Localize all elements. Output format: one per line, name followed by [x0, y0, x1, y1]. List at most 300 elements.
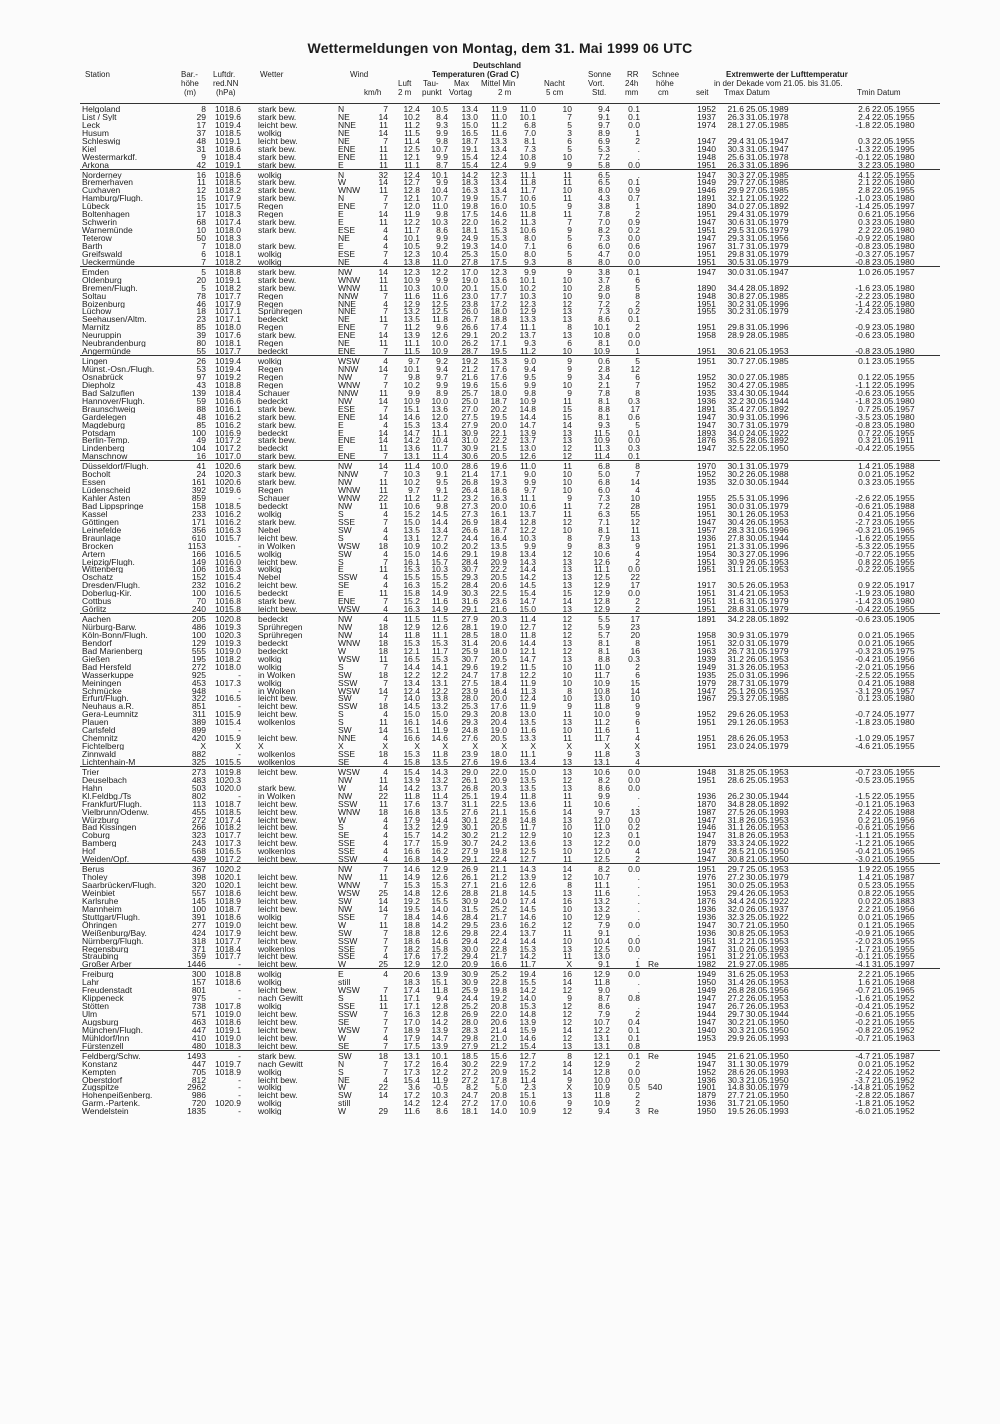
tmin-date: 21.05.1988	[872, 677, 915, 688]
weather: stark bew.	[258, 1051, 297, 1060]
pressure: 1019.4	[215, 119, 241, 130]
tmax-value: 34.8	[727, 798, 744, 809]
station-name: Freudenstadt	[82, 986, 133, 995]
mean-temp: 16.2	[490, 217, 507, 228]
barometer-height: 205	[191, 614, 206, 625]
tmin-header: Tmin Datum	[857, 88, 901, 97]
wind-direction: E	[338, 159, 344, 170]
table-row	[80, 823, 940, 831]
record-since: 1947	[697, 419, 716, 430]
table-row	[80, 1034, 940, 1042]
wind-direction: W	[338, 814, 347, 825]
weather: wolkig	[258, 565, 282, 574]
sunshine: 10.9	[593, 677, 610, 688]
air-temp: 17.9	[403, 814, 420, 825]
tmax-date: 21.05.1950	[746, 1098, 789, 1109]
air-temp: 17.2	[403, 1090, 420, 1101]
tmax-value: 25.6	[727, 151, 744, 162]
record-since: 1946	[697, 822, 716, 833]
tmin-value: -5.3	[855, 540, 870, 551]
rainfall: 0.0	[628, 256, 640, 267]
sunshine: 12.6	[593, 556, 610, 567]
air-temp: 19.5	[403, 903, 420, 914]
tmax-value: 30.0	[727, 880, 744, 890]
min-temp: 11.8	[520, 209, 536, 220]
mean-temp: 18.6	[490, 485, 507, 496]
night-temp: 11	[563, 790, 572, 801]
dew-point: 12.6	[431, 927, 448, 938]
tmax-date: 31.05.1979	[746, 306, 789, 317]
station-name: Diepholz	[82, 380, 116, 389]
air-temp: 11.1	[404, 159, 420, 170]
tmax-date: 31.05.1978	[746, 111, 789, 122]
night-temp: 12	[562, 1016, 572, 1027]
barometer-height: 171	[191, 516, 206, 527]
tmax-date: 27.05.1892	[746, 201, 789, 212]
night-temp: 11	[563, 461, 572, 472]
night-temp: 16	[562, 969, 572, 980]
tmin-value: 0.3	[858, 435, 870, 446]
night-temp: 14	[562, 1066, 572, 1077]
tmin-value: -0.7	[855, 548, 870, 559]
min-temp: 10.6	[519, 225, 536, 236]
weather: Schauer	[258, 388, 290, 397]
max-temp: 27.9	[461, 846, 478, 857]
barometer-height: 11	[197, 177, 206, 188]
weather: wolkenlos	[258, 718, 296, 727]
weather: wolkig	[258, 970, 282, 979]
tmin-value: -0.8	[855, 240, 870, 251]
wind-speed: 14	[378, 330, 388, 341]
station-name: Zinnwald	[82, 750, 117, 758]
min-temp: 13.6	[519, 838, 536, 849]
tmin-value: -4.1	[855, 959, 870, 970]
wind-speed: 14	[378, 111, 388, 122]
pressure: 1020.1	[215, 880, 241, 890]
rainfall: 0.7	[628, 193, 640, 204]
wind-speed: 22	[378, 790, 388, 801]
air-temp: 16.3	[403, 1009, 420, 1019]
tmin-value: -3.5	[855, 411, 870, 422]
rainfall: 0.0	[628, 588, 640, 599]
wind-direction: S	[338, 1066, 344, 1077]
table-row	[80, 718, 940, 726]
tmax-date: 21.05.1950	[746, 919, 789, 930]
pressure: 1016.2	[215, 419, 241, 430]
barometer-height: 322	[191, 693, 206, 704]
dew-point: 11.0	[432, 256, 448, 267]
table-row	[80, 389, 940, 397]
weather: bedeckt	[258, 428, 288, 437]
sunshine: 7.3	[598, 306, 610, 317]
tmin-value: -0.3	[855, 645, 870, 656]
m-unit: (m)	[184, 88, 196, 97]
table-row	[80, 726, 940, 734]
wind-direction: S	[338, 661, 344, 672]
wind-speed: 14	[378, 1090, 388, 1101]
max-temp: 28.1	[461, 622, 478, 632]
min-temp: 19.4	[519, 969, 536, 980]
min-temp: 11.4	[520, 1074, 536, 1085]
wind-header: Wind	[350, 70, 369, 79]
tmax-date: 26.05.1993	[746, 1106, 789, 1117]
weather: leicht bew.	[258, 873, 298, 882]
tmin-value: -0.1	[855, 951, 870, 962]
record-since: 1935	[697, 477, 716, 488]
night-temp: 10	[562, 185, 572, 196]
mean-temp: 15.6	[490, 379, 507, 390]
air-temp: 13.6	[403, 443, 420, 454]
tmin-value: -1.8	[855, 119, 870, 130]
air-temp: 15.4	[403, 766, 420, 777]
tmin-date: 21.05.1952	[872, 993, 915, 1004]
table-row	[80, 679, 940, 687]
tmax-value: 29.7	[727, 1009, 744, 1019]
sunshine: 4.3	[598, 193, 610, 204]
wind-direction: S	[338, 556, 344, 567]
wind-speed: 4	[383, 838, 388, 849]
table-row	[80, 1107, 940, 1115]
dew-point: 9.9	[436, 127, 448, 138]
rainfall: 2	[635, 298, 640, 309]
station-name: Oschatz	[82, 573, 114, 582]
record-since: 1951	[697, 588, 716, 599]
max-temp: 20.9	[461, 959, 478, 970]
pressure: 1020.9	[215, 1098, 241, 1109]
dew-point: 12.0	[431, 959, 448, 970]
wind-direction: N	[338, 104, 345, 114]
wind-direction: NW	[338, 477, 353, 488]
rainfall: 2	[635, 604, 640, 615]
pressure: 1016.5	[215, 693, 241, 704]
min-temp: 10.1	[519, 274, 536, 285]
tmin-date: 22.05.1980	[872, 151, 915, 162]
tmin-date: 21.05.1965	[872, 524, 915, 535]
rainfall: .	[637, 1001, 640, 1012]
barometer-height: 5	[201, 282, 206, 293]
barometer-height: 371	[191, 943, 206, 954]
pressure: 1017.2	[215, 435, 241, 446]
record-since: 1951	[697, 951, 716, 962]
wind-direction: S	[338, 709, 344, 720]
night-temp: 10	[562, 677, 572, 688]
wind-speed: 4	[383, 854, 388, 865]
tmin-value: -0.8	[855, 419, 870, 430]
dew-point: 11.8	[432, 985, 448, 996]
weather: leicht bew.	[258, 734, 298, 743]
rainfall: 11	[631, 524, 640, 535]
tmin-date: 21.05.1952	[872, 1058, 915, 1069]
sunshine: 9.1	[598, 927, 610, 938]
night-temp: 9	[567, 540, 572, 551]
station-name: Nürnberg/Flugh.	[82, 936, 144, 945]
tmax-date: 26.05.1953	[746, 830, 789, 841]
min-temp: 15.2	[519, 1066, 536, 1077]
station-name: Öhringen	[82, 920, 117, 929]
tmin-date: 22.05.1955	[872, 669, 915, 680]
max-temp: 31.5	[461, 903, 478, 914]
sunshine: 3.4	[598, 371, 610, 382]
record-since: 1958	[697, 629, 716, 640]
tmin-date: 22.05.1952	[872, 1066, 915, 1077]
dew-point: 15.0	[431, 709, 448, 720]
rainfall: 8	[635, 637, 640, 648]
wind-speed: 14	[378, 209, 388, 220]
rainfall: 0.1	[628, 314, 640, 325]
max-temp: 18.5	[461, 1050, 478, 1061]
record-since: 1951	[697, 774, 716, 785]
barometer-height: 2962	[187, 1082, 206, 1093]
pressure: 1020.3	[215, 629, 241, 640]
barometer-height: 273	[191, 766, 206, 777]
wind-speed: 11	[379, 653, 388, 664]
mean-temp: 22.4	[490, 935, 507, 946]
table-row	[80, 178, 940, 186]
tmax-value: 32.3	[727, 911, 744, 922]
record-since: 1951	[697, 935, 716, 946]
mean-temp: 20.0	[490, 419, 507, 430]
pressure: X	[235, 741, 241, 752]
wind-direction: NE	[338, 314, 350, 325]
wind-speed: 11	[379, 282, 388, 293]
tmax-value: 27.2	[727, 872, 744, 883]
air-temp: 13.4	[403, 677, 420, 688]
wind-direction: still	[338, 977, 351, 988]
tmax-date: 27.05.1996	[746, 548, 789, 559]
air-temp: 10.2	[403, 379, 420, 390]
sunshine: 10.6	[593, 766, 610, 777]
tmax-date: 26.05.1953	[746, 887, 789, 898]
table-row	[80, 1083, 940, 1091]
sunshine: 11.8	[594, 749, 610, 759]
tmin-date: 21.05.1952	[872, 1001, 915, 1012]
wind-direction: W	[338, 177, 347, 188]
pressure: 1018.7	[215, 903, 241, 914]
barometer-height: 129	[191, 637, 206, 648]
sunshine: 12.2	[593, 1024, 610, 1035]
tmin-date: 22.05.1883	[872, 895, 915, 906]
rainfall: 0.1	[628, 111, 640, 122]
min-temp: 12.7	[519, 622, 536, 632]
barometer-height: 53	[196, 364, 206, 374]
station-name: Teterow	[82, 234, 112, 242]
pressure: 1019.0	[215, 919, 241, 930]
station-name: Weißenburg/Bay.	[82, 928, 147, 937]
mean-temp: 20.5	[490, 733, 507, 744]
wind-speed: 11	[379, 919, 388, 930]
station-name: Kahler Asten	[82, 494, 131, 502]
mean-temp: 22.4	[490, 854, 507, 865]
night-temp: 10	[562, 290, 572, 301]
weather: wolkig	[258, 978, 282, 987]
tmin-date: 23.05.1955	[872, 935, 915, 946]
table-row	[80, 897, 940, 905]
night-temp: 12	[562, 774, 572, 785]
station-name: Cuxhaven	[82, 186, 121, 195]
wind-speed: 11	[379, 485, 388, 496]
mean-temp: 22.5	[490, 588, 507, 599]
sunshine: 8.1	[598, 645, 610, 656]
night-temp: 12	[562, 1032, 572, 1043]
mean-temp: 18.4	[490, 516, 507, 527]
max-temp: 29.3	[461, 572, 478, 583]
air-temp: 16.3	[403, 604, 420, 615]
tmin-value: -1.1	[855, 379, 870, 390]
mean-temp: 17.1	[490, 338, 507, 349]
mean-temp: 20.5	[490, 822, 507, 833]
max-temp: 26.2	[461, 338, 478, 349]
min-temp: 8.0	[524, 248, 536, 259]
sunshine: 8.0	[598, 256, 610, 267]
air-temp: 17.6	[403, 951, 420, 962]
air-temp: 11.4	[404, 461, 420, 472]
extremes-header: Extremwerte der Lufttemperatur	[726, 70, 848, 79]
record-since: 1936	[697, 1074, 716, 1085]
night-temp: 10	[562, 524, 572, 535]
air-temp: 17.1	[403, 993, 420, 1004]
mean-temp: 19.5	[490, 411, 507, 422]
dew-point: X	[442, 741, 448, 752]
station-group	[80, 266, 940, 355]
tmin-date: 21.05.1963	[872, 798, 915, 809]
air-temp: 12.9	[403, 298, 420, 309]
tmin-value: -3.7	[855, 1074, 870, 1085]
tmin-value: -0.6	[855, 387, 870, 398]
tmax-value: 29.3	[727, 693, 744, 704]
table-row	[80, 478, 940, 486]
tmin-date: 25.05.1957	[872, 403, 915, 414]
tmin-date: 22.05.1980	[872, 177, 915, 188]
pressure: -	[238, 790, 241, 801]
tmin-date: 22.05.1955	[872, 111, 915, 122]
max-temp: 26.6	[461, 322, 478, 333]
tmin-date: 22.05.1955	[872, 427, 915, 438]
rainfall: .	[637, 887, 640, 898]
wind-speed: 18	[378, 1050, 388, 1061]
tmax-value: 19.5	[727, 1106, 744, 1117]
tmin-value: 2.4	[858, 111, 870, 122]
pressure: 1018.2	[215, 256, 241, 267]
barometer-height: 486	[191, 622, 206, 632]
rainfall: 2	[635, 135, 640, 146]
air-temp: 9.8	[408, 371, 420, 382]
min-temp: 15.4	[519, 588, 536, 599]
min-temp: 13.4	[519, 548, 536, 559]
rainfall: 0.0	[628, 435, 640, 446]
air-temp: 17.9	[403, 1032, 420, 1043]
page-title: Wettermeldungen von Montag, dem 31. Mai 1999 06 UTC	[307, 40, 693, 56]
table-row	[80, 839, 940, 847]
wind-direction: NW	[338, 629, 353, 640]
station-name: Ulm	[82, 1010, 98, 1018]
tmin-value: -1.9	[855, 588, 870, 599]
tmax-date: 26.05.1953	[746, 822, 789, 833]
weather: stark bew.	[258, 194, 297, 203]
pressure: 1019.4	[215, 364, 241, 374]
tmin-value: -0.9	[855, 233, 870, 243]
table-row	[80, 937, 940, 945]
station-name: Helgoland	[82, 105, 121, 113]
weather: wolkig	[258, 912, 282, 921]
snow: 540	[648, 1082, 663, 1093]
wind-direction: SW	[338, 927, 352, 938]
weather: Regen	[258, 372, 284, 381]
weather: in Wolken	[258, 541, 296, 550]
sunshine: 7.9	[598, 1009, 610, 1019]
sunshine: 10.4	[593, 935, 610, 946]
dew-point: 8.4	[436, 111, 448, 122]
rainfall: 0.9	[628, 217, 640, 228]
barometer-height: 272	[191, 814, 206, 825]
tmax-value: 26.8	[727, 985, 744, 996]
table-row	[80, 750, 940, 758]
tmin-date: 23.05.1980	[872, 217, 915, 228]
min-temp: 13.4	[519, 756, 536, 767]
sunshine: 10.9	[593, 435, 610, 446]
sunshine: 13.1	[593, 1032, 610, 1043]
tmin-value: -0.2	[855, 564, 870, 575]
barometer-height: 48	[196, 411, 206, 422]
tmax-date: 31.05.1996	[746, 322, 789, 333]
wind-speed: 14	[378, 629, 388, 640]
tmin-date: 23.05.1980	[872, 193, 915, 204]
tmax-date: 21.05.1950	[746, 854, 789, 865]
mean-temp: 19.5	[490, 346, 507, 357]
night-temp: 13	[562, 887, 572, 898]
mean-temp: 20.6	[490, 637, 507, 648]
mean-temp: 17.6	[490, 371, 507, 382]
rednn-header: red.NN	[213, 79, 239, 88]
air-temp: 20.6	[403, 969, 420, 980]
weather: Regen	[258, 291, 284, 300]
record-since: 1947	[697, 266, 716, 277]
record-since: 1891	[697, 193, 716, 204]
sunshine: 3.7	[598, 274, 610, 285]
min-temp: 14.4	[519, 935, 536, 946]
sunshine: 7.2	[598, 151, 610, 162]
barometer-height: 925	[191, 669, 206, 680]
dew-point: 10.1	[431, 1050, 448, 1061]
table-row	[80, 776, 940, 784]
min-temp: 11.7	[520, 185, 536, 196]
rainfall: 1	[635, 127, 640, 138]
table-row	[80, 171, 940, 179]
dew-point: 12.8	[431, 1001, 448, 1012]
min-temp: 14.4	[519, 411, 536, 422]
rainfall: 1	[635, 346, 640, 357]
max-temp: 30.2	[461, 830, 478, 841]
record-since: 1952	[697, 469, 716, 480]
dew-point: 10.7	[431, 193, 448, 204]
tmax-date: 31.05.1979	[746, 256, 789, 267]
sunshine: 12.5	[593, 854, 610, 865]
tmin-value: -1.1	[855, 830, 870, 841]
station-name: Garm.-Partenk.	[82, 1099, 141, 1108]
wind-direction: WSW	[338, 540, 360, 551]
sunshine: 10.8	[593, 330, 610, 341]
night-temp: 9	[567, 1074, 572, 1085]
sunshine: 11.8	[594, 701, 610, 712]
max-temp: 24.7	[461, 1090, 478, 1101]
pressure: 1017.5	[215, 201, 241, 212]
tmin-value: -2.0	[855, 661, 870, 672]
mean-min-header: Mittel Min	[481, 79, 516, 88]
wind-speed: 11	[379, 159, 388, 170]
wind-speed: 4	[383, 419, 388, 430]
max-temp: 23.2	[461, 493, 478, 503]
table-row	[80, 202, 940, 210]
pressure: 1017.9	[215, 927, 241, 938]
